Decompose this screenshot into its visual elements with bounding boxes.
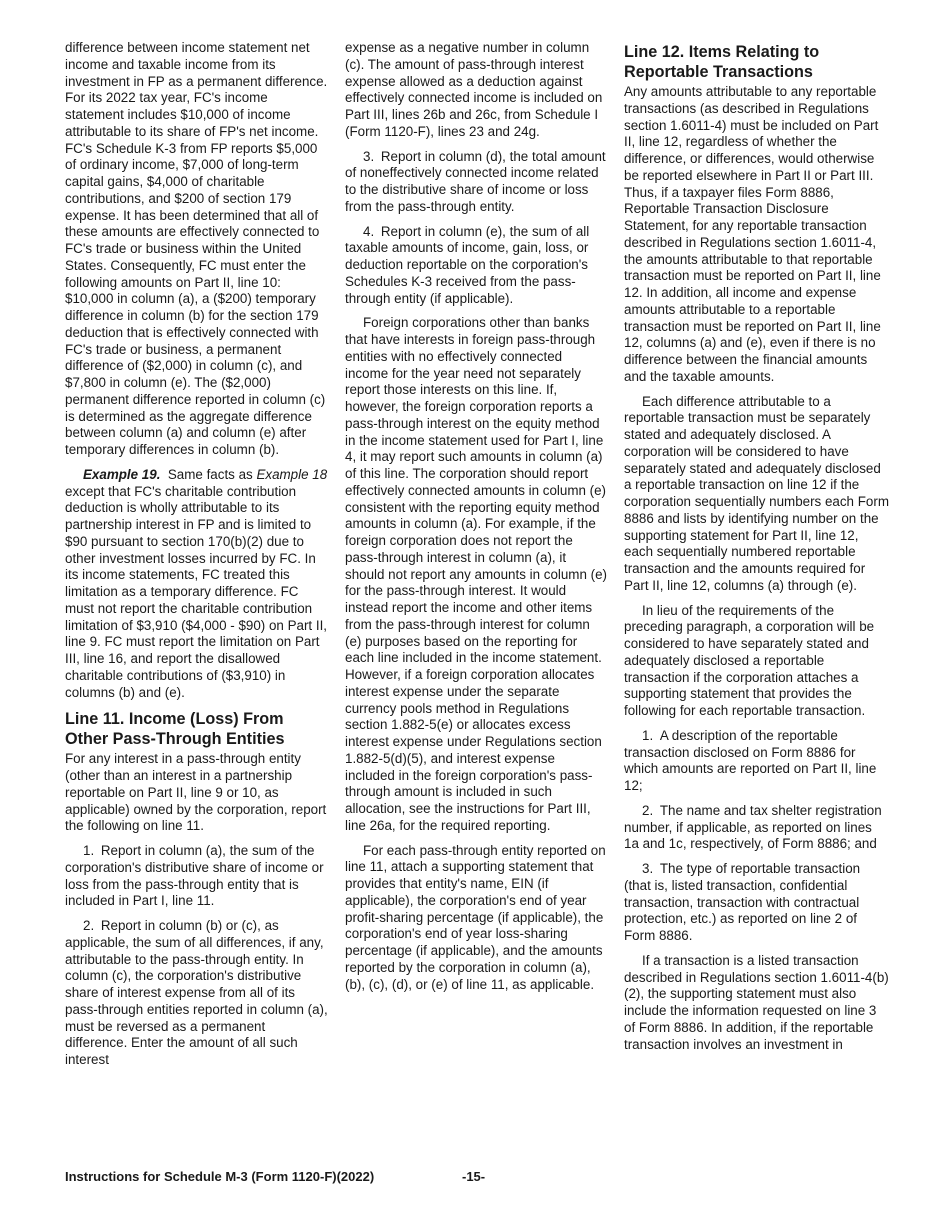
column-2 (345, 40, 607, 1001)
example-reference: Example 18 (256, 466, 328, 482)
example-text: Same facts as (167, 466, 253, 482)
paragraph: difference between income statement net income and taxable income from its investment in FP as a permanent difference. For its 2022 tax year, FC's income statement includes $10,000 of income attributable to its share of FP's net income. FC's Schedule K-3 from FP reports $5,000 of ordinary income, $7,000 of long-term capital gains, $4,000 of charitable contributions, and $200 of section 179 expense. It has been determined that all of these amounts are effectively connected to FC's trade or business within the United States. Consequently, FC must enter the following amounts on Part II, line 10: $10,000 in column (a), a ($200) temporary difference in column (b) for the section 179 deduction that is effectively connected with FC's trade or business, a permanent difference of ($2,000) in column (c), and $7,800 in column (e). The ($2,000) permanent difference reported in column (c) is determined as the aggregate difference between column (a) and column (e) after temporary differences in column (b). (65, 40, 328, 457)
list-item: 3. Report in column (d), the total amount of noneffectively connected income related to the distributive share of income or loss from the pass-through entity. (345, 148, 606, 214)
example-text: except that FC's charitable contribution deduction is wholly attributable to its partnership interest in FP and is limited to $90 pursuant to section 170(b)(2) due to other investment losses incurred by FC. In its income statements, FC treated this limitation as a temporary difference. FC must not report the charitable contribution limitation of $3,910 ($4,000 - $90) on Part II, line 9. FC must report the limitation on Part III, line 16, and report the disallowed charitable contributions of ($3,910) in columns (b) and (e). (65, 483, 328, 700)
paragraph: Each difference attributable to a reportable transaction must be separately stated and adequately disclosed. A corporation will be considered to have separately stated and adequately disclosed a reportable transaction on line 12 if the corporation sequentially numbers each Form 8886 and lists by identifying number on the supporting statement for Part II, line 12, each sequentially numbered reportable transaction and the amounts required for Part II, line 12, columns (a) through (e). (624, 393, 889, 593)
column-3 (624, 40, 890, 1061)
paragraph: expense as a negative number in column (c). The amount of pass-through interest expense allowed as a deduction against effectively connected income is included on Part III, lines 26b and 26c, from Schedule I (Form 1120-F), lines 23 and 24g. (345, 40, 603, 139)
footer-title: Instructions for Schedule M-3 (Form 1120-F)(2022) (65, 1169, 375, 1184)
example-19-paragraph (65, 467, 329, 702)
column-1 (65, 40, 329, 1077)
list-item: 1. Report in column (a), the sum of the corporation's distributive share of income or loss from the pass-through entity that is included in Part I, line 11. (65, 843, 324, 909)
example-label: Example 19. (83, 466, 161, 482)
paragraph: In lieu of the requirements of the preceding paragraph, a corporation will be considered to have separately stated and adequately disclosed a reportable transaction if the corporation attaches a supporting statement that provides the following for each reportable transaction. (624, 602, 875, 718)
page-number: -15- (462, 1169, 486, 1184)
paragraph: For any interest in a pass-through entity (other than an interest in a partnership reportable on Part II, line 9 or 10, as applicable) owned by the corporation, report the following on line 11. (65, 751, 327, 834)
paragraph: Any amounts attributable to any reportable transactions (as described in Regulations section 1.6011-4) must be included on Part II, line 12, regardless of whether the difference, or differences, would otherwise be reported elsewhere in Part II or Part III. Thus, if a taxpayer files Form 8886, Reportable Transaction Disclosure Statement, for any reportable transaction described in Regulations section 1.6011-4, the amounts attributable to that reportable transaction must be reported on Part II, line 12. In addition, all income and expense amounts attributable to a reportable transaction must be reported on Part II, line 12, columns (a) and (e), even if there is no difference between the financial amounts and the taxable amounts. (624, 84, 881, 384)
section-heading-line-12: Line 12. Items Relating to Reportable Transactions (624, 43, 820, 81)
list-item: 2. Report in column (b) or (c), as applicable, the sum of all differences, if any, attributable to the pass-through entity. In column (c), the corporation's distributive share of interest expense from all of its pass-through entities reported in column (a), must be reversed as a permanent difference. Enter the amount of all such interest (65, 918, 328, 1067)
paragraph: Foreign corporations other than banks that have interests in foreign pass-through entities with no effectively connected income for the year need not separately report those interests on this line. If, however, the foreign corporation reports a pass-through interest on the equity method in the income statement used for Part I, line 4, it may report such amounts in column (a) of this line. The corporation should report effectively connected amounts in column (e) consistent with the reporting equity method amounts in column (a). For example, if the foreign corporation does not report the pass-through interest in column (a), it should not report any amounts in column (e) for the pass-through interest. It would instead report the income and other items from the pass-through interest for column (e) purposes based on the reporting for each line included in the income statement. However, if a foreign corporation allocates interest expense under the separate currency pools method in Regulations section 1.882-5(e) or allocates excess interest expense under Regulations section 1.882-5(d)(5), and interest expense included in the foreign corporation's pass-through amount is included in such allocation, see the instructions for Part III, line 26a, for the required reporting. (345, 315, 608, 833)
paragraph: If a transaction is a listed transaction described in Regulations section 1.6011-4(b)(2), the supporting statement must also include the information requested on line 3 of Form 8886. In addition, if the reportable transaction involves an investment in (624, 952, 889, 1052)
list-item: 2. The name and tax shelter registration number, if applicable, as reported on lines 1a and 1c, respectively, of Form 8886; and (624, 802, 882, 852)
paragraph: For each pass-through entity reported on line 11, attach a supporting statement that provides that entity's name, EIN (if applicable), the corporation's end of year profit-sharing percentage (if applicable), the corporation's end of year loss-sharing percentage (if applicable), and the amounts reported by the corporation in column (a), (b), (c), (d), or (e) of line 11, as applicable. (345, 842, 606, 992)
list-item: 1. A description of the reportable transaction disclosed on Form 8886 for which amounts are reported on Part II, line 12; (624, 727, 877, 793)
list-item: 3. The type of reportable transaction (that is, listed transaction, confidential transaction, transaction with contractual protection, etc.) as reported on line 2 of Form 8886. (624, 861, 861, 943)
list-item: 4. Report in column (e), the sum of all taxable amounts of income, gain, loss, or deduction reportable on the corporation's Schedules K-3 received from the pass-through entity (if applicable). (345, 223, 590, 306)
section-heading-line-11: Line 11. Income (Loss) From Other Pass-Through Entities (65, 710, 285, 749)
